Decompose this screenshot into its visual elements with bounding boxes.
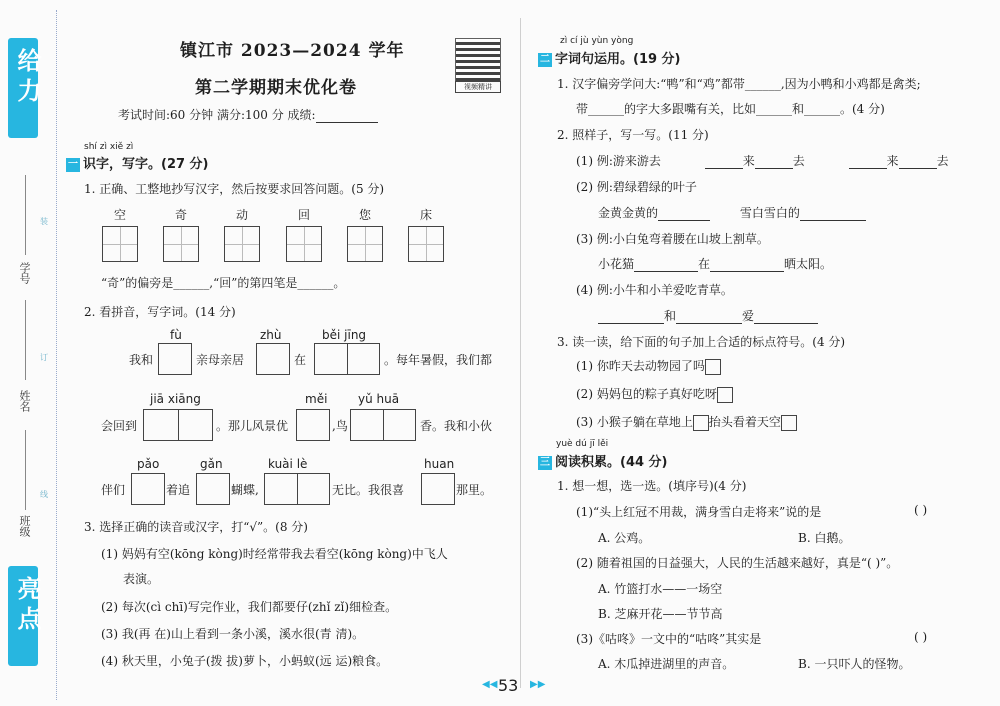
s2-q3-1-text: (1) 你昨天去动物园了吗 — [576, 359, 705, 373]
word: 爱 — [742, 309, 755, 323]
section1-pinyin: shí zì xiě zì — [84, 142, 134, 152]
tianzige-box[interactable] — [224, 226, 260, 262]
write-box[interactable] — [421, 473, 455, 505]
write-box[interactable] — [314, 343, 380, 375]
write-box[interactable] — [143, 409, 213, 441]
s2-q1b: 带______的字大多跟嘴有关，比如______和______。(4 分) — [576, 102, 885, 116]
s1-l3a: 伴们 — [101, 483, 126, 497]
word: 小花猫 — [598, 257, 635, 271]
section1-title — [66, 153, 209, 172]
char-label: 回 — [298, 208, 311, 222]
s2-q1a: 1. 汉字偏旁学问大:“鸭”和“鸡”都带______,因为小鸭和小鸡都是禽类; — [557, 77, 921, 91]
pinyin-yuhua: yǔ huā — [358, 392, 400, 406]
s3-q1-3b[interactable]: B. 一只吓人的怪物。 — [798, 657, 911, 671]
punct-box[interactable] — [781, 415, 797, 431]
answer-paren[interactable]: ( ) — [914, 630, 928, 644]
pinyin-fu: fù — [170, 328, 182, 342]
section2-title — [538, 48, 681, 67]
s1-l3c: 蝴蝶, — [231, 483, 259, 497]
s2-q2-4-fill — [598, 307, 818, 324]
section1-title-text: 识字，写字。(27 分) — [83, 157, 209, 172]
pinyin-jiaxiang: jiā xiāng — [150, 392, 201, 406]
blank[interactable] — [899, 156, 937, 169]
prev-arrow-icon[interactable]: ◀◀ — [482, 679, 498, 690]
binding-mark: 装 — [40, 217, 48, 226]
s3-q1-1a[interactable]: A. 公鸡。 — [598, 531, 651, 545]
section3-title-text: 阅读积累。(44 分) — [555, 455, 668, 470]
s1-l2d: 香。我和小伙 — [420, 419, 493, 433]
s1-l1c: 在 — [294, 353, 307, 367]
pinyin-pao: pǎo — [137, 457, 160, 471]
word: 雪白雪白的 — [739, 206, 800, 220]
char-label: 奇 — [175, 208, 188, 222]
s2-q3-2-text: (2) 妈妈包的粽子真好吃呀 — [576, 387, 717, 401]
word: 在 — [698, 257, 711, 271]
s1-q3-1[interactable]: (1) 妈妈有空(kōng kòng)时经常带我去看空(kōng kòng)中飞人 — [101, 547, 448, 561]
section2-title-text: 字词句运用。(19 分) — [555, 52, 681, 67]
s1-q3-4[interactable]: (4) 秋天里，小兔子(拨 拔)萝卜，小蚂蚁(远 运)粮食。 — [101, 654, 389, 668]
punct-box[interactable] — [717, 387, 733, 403]
blank[interactable] — [710, 259, 784, 272]
student-name-label: 姓名 — [18, 390, 31, 412]
blank[interactable] — [849, 156, 887, 169]
blank[interactable] — [634, 259, 698, 272]
student-id-label: 学号 — [18, 262, 31, 284]
write-box[interactable] — [296, 409, 330, 441]
s3-q1: 1. 想一想，选一选。(填序号)(4 分) — [557, 479, 747, 493]
s2-q2-1 — [576, 152, 949, 169]
s1-l3d: 无比。我很喜 — [332, 483, 405, 497]
s3-q1-1b[interactable]: B. 白鹅。 — [798, 531, 851, 545]
pinyin-beijing: běi jīng — [322, 328, 367, 342]
binding-line — [25, 430, 26, 510]
blank[interactable] — [754, 311, 818, 324]
s2-q3-2 — [576, 385, 733, 403]
exam-meta-text: 考试时间:60 分钟 满分:100 分 成绩: — [118, 108, 316, 122]
s3-q1-2a[interactable]: A. 竹篮打水——一场空 — [598, 582, 723, 596]
binding-mark: 订 — [40, 353, 48, 362]
word: 晒太阳。 — [784, 257, 833, 271]
s1-q3-1b: 表演。 — [123, 572, 160, 586]
tianzige-box[interactable] — [163, 226, 199, 262]
class-label: 班级 — [18, 515, 31, 537]
s2-q3-3b-text: 抬头看着天空 — [708, 415, 781, 429]
punct-box[interactable] — [693, 415, 709, 431]
char-label: 您 — [359, 208, 372, 222]
s1-q1-fill: “奇”的偏旁是______,“回”的第四笔是______。 — [101, 276, 346, 290]
s2-q3-3 — [576, 413, 797, 431]
s1-q3-2[interactable]: (2) 每次(cì chī)写完作业，我们都要仔(zhǐ zǐ)细检查。 — [101, 600, 398, 614]
s2-q2-3: (3) 例:小白兔弯着腰在山坡上割草。 — [576, 232, 769, 246]
write-box[interactable] — [256, 343, 290, 375]
cut-line — [56, 10, 57, 700]
blank[interactable] — [800, 208, 866, 221]
blank[interactable] — [658, 208, 710, 221]
pinyin-zhu: zhù — [260, 328, 282, 342]
tab-top — [8, 38, 41, 138]
tab-bottom — [8, 566, 41, 666]
qr-label: 视频精讲 — [455, 81, 501, 93]
exam-meta — [118, 106, 378, 123]
punct-box[interactable] — [705, 359, 721, 375]
pinyin-mei: měi — [305, 392, 328, 406]
pinyin-kuaile: kuài lè — [268, 457, 308, 471]
pinyin-huan: huan — [424, 457, 455, 471]
blank[interactable] — [676, 311, 742, 324]
word: 来 — [886, 154, 899, 168]
blank[interactable] — [598, 311, 664, 324]
s3-q1-2b[interactable]: B. 芝麻开花——节节高 — [598, 607, 723, 621]
qr-code-icon[interactable] — [455, 38, 501, 82]
section2-number: 二 — [540, 53, 550, 65]
s1-l1d: 。每年暑假，我们都 — [384, 353, 493, 367]
write-box[interactable] — [131, 473, 165, 505]
section3-pinyin: yuè dú jī lěi — [556, 439, 609, 449]
s2-q3-1 — [576, 357, 721, 375]
pinyin-gan: gǎn — [200, 457, 223, 471]
tianzige-box[interactable] — [286, 226, 322, 262]
exam-title-line2: 第二学期期末优化卷 — [195, 78, 357, 98]
s3-q1-1: (1)“头上红冠不用裁，满身雪白走将来”说的是 — [576, 505, 822, 519]
s1-l2a: 会回到 — [101, 419, 138, 433]
word: 金黄金黄的 — [598, 206, 659, 220]
section3-number: 三 — [540, 456, 550, 468]
blank[interactable] — [705, 156, 743, 169]
s1-l1a: 我和 — [129, 353, 154, 367]
s1-q3-3[interactable]: (3) 我(再 在)山上看到一条小溪，溪水很(青 清)。 — [101, 627, 365, 641]
word: 去 — [936, 154, 949, 168]
s1-q1: 1. 正确、工整地抄写汉字，然后按要求回答问题。(5 分) — [84, 182, 385, 196]
s3-q1-3: (3)《咕咚》一文中的“咕咚”其实是 — [576, 632, 762, 646]
section1-number: 一 — [68, 158, 78, 170]
s2-q3: 3. 读一读，给下面的句子加上合适的标点符号。(4 分) — [557, 335, 846, 349]
char-label: 空 — [114, 208, 127, 222]
s1-l1b: 亲母亲居 — [196, 353, 245, 367]
score-blank[interactable] — [316, 110, 378, 123]
exam-title-line1: 镇江市 2023—2024 学年 — [180, 41, 405, 61]
s1-l3b: 着追 — [166, 483, 191, 497]
write-box[interactable] — [158, 343, 192, 375]
tianzige-box[interactable] — [102, 226, 138, 262]
binding-mark: 线 — [40, 490, 48, 499]
next-arrow-icon[interactable]: ▶▶ — [530, 679, 546, 690]
word: 去 — [792, 154, 805, 168]
s1-l2b: 。那儿风景优 — [216, 419, 289, 433]
s1-l3e: 那里。 — [456, 483, 493, 497]
column-divider — [520, 18, 521, 688]
word: 来 — [742, 154, 755, 168]
s2-q2-2-fill — [598, 204, 866, 221]
char-label: 动 — [236, 208, 249, 222]
s2-q2-2: (2) 例:碧绿碧绿的叶子 — [576, 180, 697, 194]
s1-q3: 3. 选择正确的读音或汉字，打“√”。(8 分) — [84, 520, 308, 534]
answer-paren[interactable]: ( ) — [914, 503, 928, 517]
tianzige-box[interactable] — [408, 226, 444, 262]
s2-q2-1-text: (1) 例:游来游去 — [576, 154, 661, 168]
s2-q2-4: (4) 例:小牛和小羊爱吃青草。 — [576, 283, 733, 297]
write-box[interactable] — [196, 473, 230, 505]
char-label: 床 — [420, 208, 433, 222]
word: 和 — [664, 309, 677, 323]
tab-bottom-text: 亮点 — [13, 576, 41, 636]
section3-title — [538, 451, 668, 470]
write-box[interactable] — [350, 409, 416, 441]
binding-line — [25, 175, 26, 255]
write-box[interactable] — [264, 473, 330, 505]
blank[interactable] — [755, 156, 793, 169]
s1-l2c: ,鸟 — [332, 419, 348, 433]
tianzige-box[interactable] — [347, 226, 383, 262]
page-number: 53 — [498, 676, 519, 695]
s2-q2-3-fill — [598, 255, 832, 272]
tab-top-text: 给力 — [13, 48, 41, 108]
s1-q2: 2. 看拼音，写字词。(14 分) — [84, 305, 236, 319]
s3-q1-2: (2) 随着祖国的日益强大，人民的生活越来越好，真是“( )”。 — [576, 556, 899, 570]
s2-q3-3-text: (3) 小猴子躺在草地上 — [576, 415, 693, 429]
section2-pinyin: zì cí jù yùn yòng — [560, 36, 634, 46]
binding-line — [25, 300, 26, 380]
s2-q2: 2. 照样子，写一写。(11 分) — [557, 128, 709, 142]
s3-q1-3a[interactable]: A. 木瓜掉进湖里的声音。 — [598, 657, 735, 671]
